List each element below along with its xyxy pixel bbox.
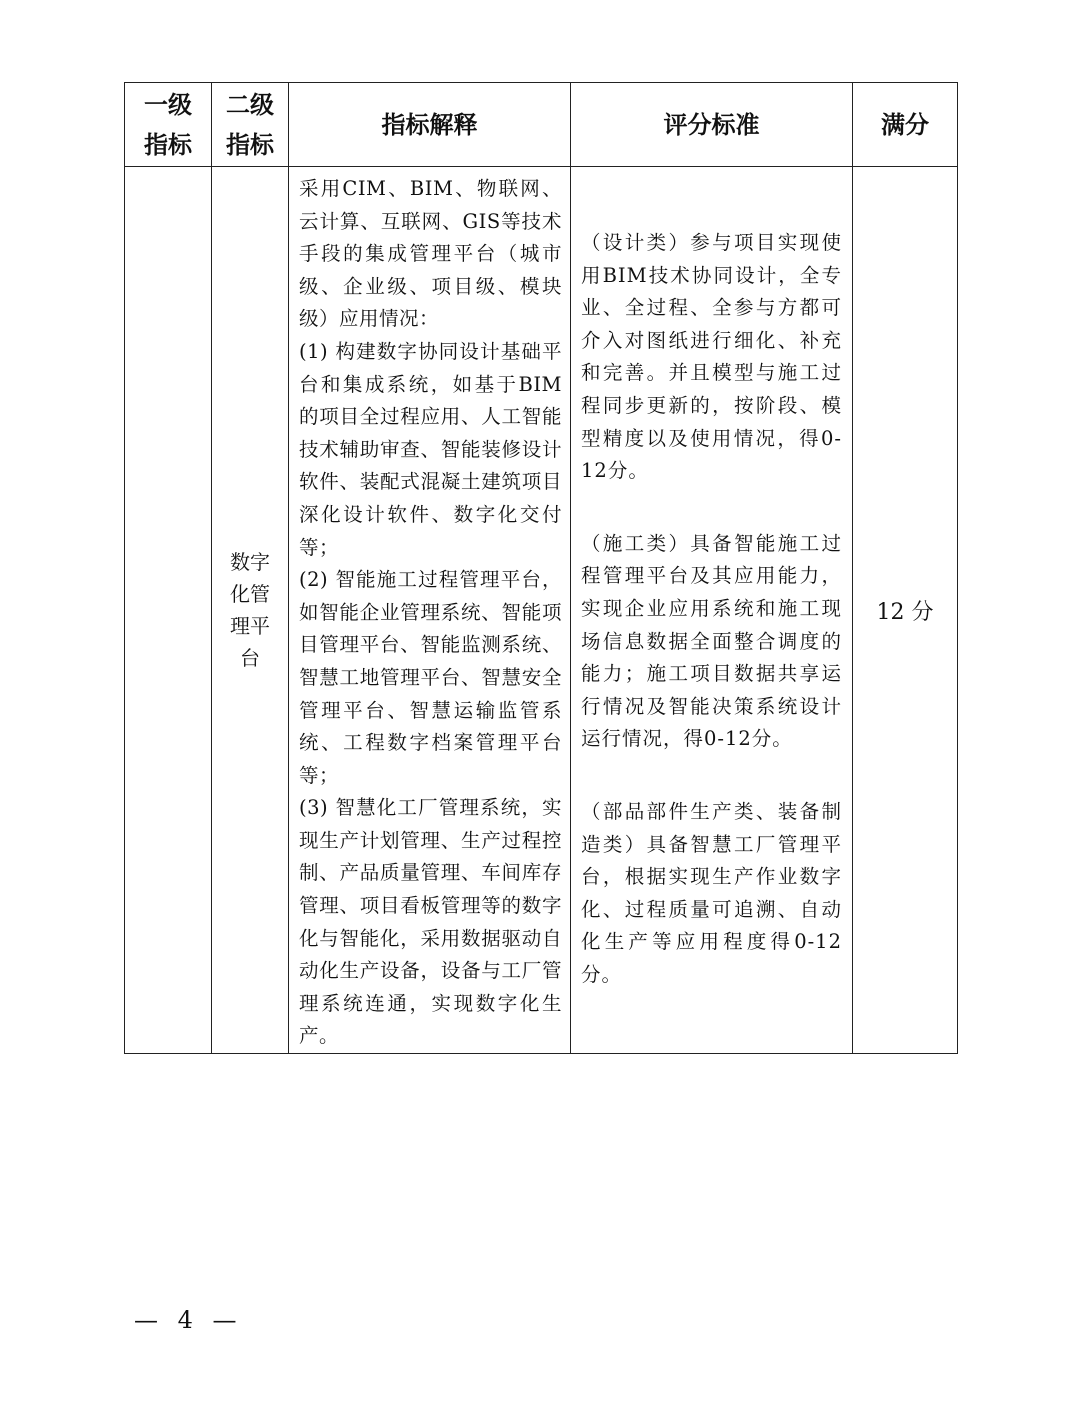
cell-level1	[125, 167, 212, 1054]
header-explanation: 指标解释	[289, 83, 571, 167]
header-criteria: 评分标准	[571, 83, 853, 167]
cell-level2	[212, 167, 289, 1054]
header-level1-line2: 指标	[144, 130, 192, 159]
evaluation-table	[124, 82, 958, 1054]
header-level2-line1: 二级	[226, 90, 274, 119]
table-header-row	[125, 83, 958, 167]
cell-explanation	[289, 167, 571, 1054]
header-level2-line2: 指标	[226, 130, 274, 159]
criteria-manufacturing: （部品部件生产类、装备制造类）具备智慧工厂管理平台，根据实现生产作业数字化、过程质量可追溯、自动化生产等应用程度得0-12分。	[581, 799, 842, 986]
explanation-intro: 采用CIM、BIM、物联网、云计算、互联网、GIS等技术手段的集成管理平台（城市级、企业级、项目级、模块级）应用情况：	[299, 177, 562, 331]
criteria-design: （设计类）参与项目实现使用BIM技术协同设计，全专业、全过程、全参与方都可介入对图纸进行细化、补充和完善。并且模型与施工过程同步更新的，按阶段、模型精度以及使用情况，得0-12分。	[581, 231, 842, 483]
explanation-item3: (3) 智慧化工厂管理系统，实现生产计划管理、生产过程控制、产品质量管理、车间库存管理、项目看板管理等的数字化与智能化，采用数据驱动自动化生产设备，设备与工厂管理系统连通，实现数字化生产。	[299, 796, 562, 1048]
header-level1	[125, 83, 212, 167]
page-number: — 4 —	[134, 1306, 243, 1334]
explanation-item1: (1) 构建数字协同设计基础平台和集成系统，如基于BIM的项目全过程应用、人工智能技术辅助审查、智能装修设计软件、装配式混凝土建筑项目深化设计软件、数字化交付等；	[299, 339, 562, 559]
level2-label: 数字化管理平台	[230, 550, 270, 671]
header-full-score: 满分	[853, 83, 958, 167]
explanation-item2: (2) 智能施工过程管理平台，如智能企业管理系统、智能项目管理平台、智能监测系统、智慧工地管理平台、智慧安全管理平台、智慧运输监管系统、工程数字档案管理平台等；	[299, 568, 562, 787]
cell-criteria	[571, 167, 853, 1054]
cell-full-score: 12 分	[853, 167, 958, 1054]
criteria-construction: （施工类）具备智能施工过程管理平台及其应用能力，实现企业应用系统和施工现场信息数据全面整合调度的能力；施工项目数据共享运行情况及智能决策系统设计运行情况，得0-12分。	[581, 531, 842, 751]
header-level1-line1: 一级	[144, 90, 192, 119]
header-level2	[212, 83, 289, 167]
table-row	[125, 167, 958, 1054]
